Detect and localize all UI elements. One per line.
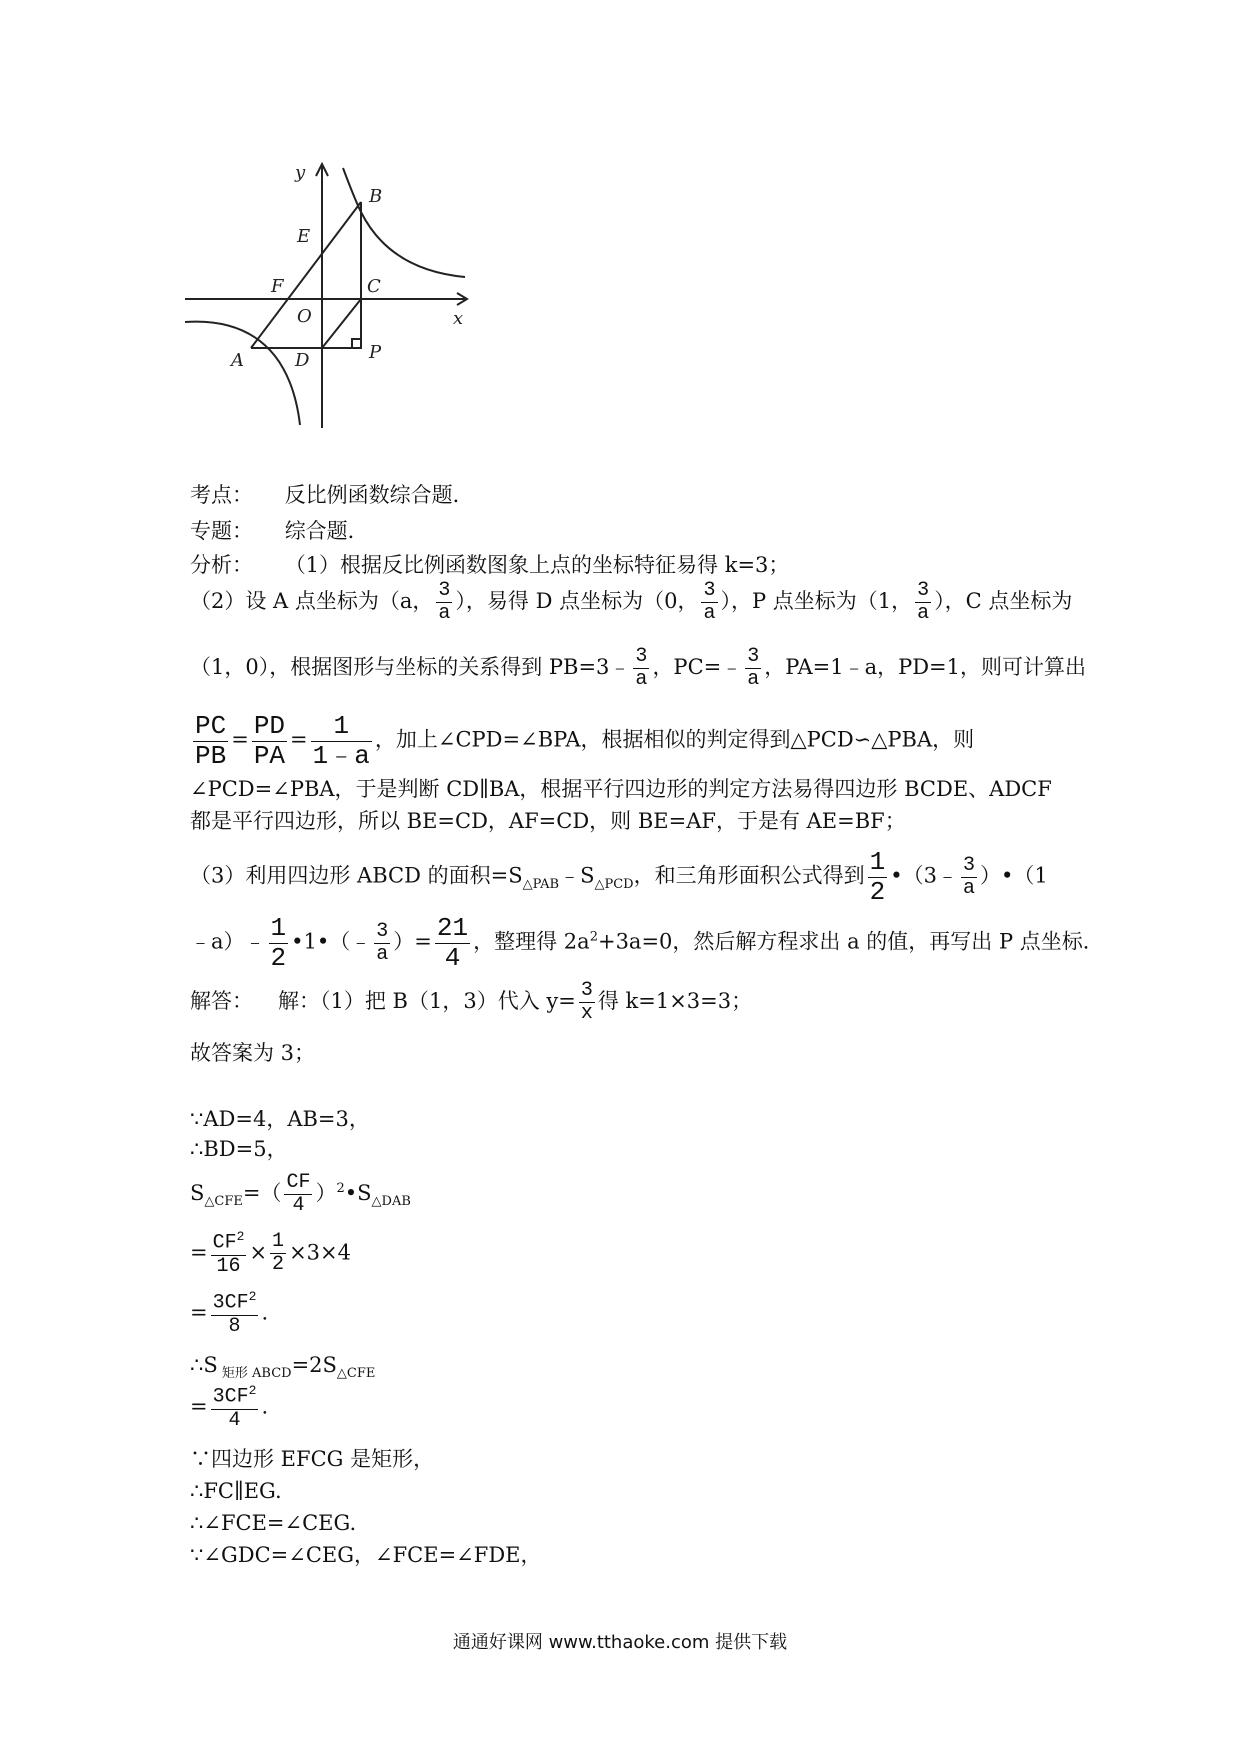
label-O: O <box>297 306 312 327</box>
label-D: D <box>295 350 310 371</box>
zhuanti-line <box>190 516 369 546</box>
zhuanti-text: 综合题． <box>284 519 369 543</box>
denominator: a <box>703 602 716 625</box>
subscript: 矩形 ABCD <box>217 1366 292 1382</box>
superscript: 2 <box>248 1289 257 1304</box>
jieda-s5 <box>190 1290 268 1338</box>
fenxi-line-7 <box>190 848 1048 906</box>
text: ×3×4 <box>289 1240 351 1265</box>
text: . <box>261 1300 269 1325</box>
text: ），易得 D 点坐标为（0， <box>455 589 699 613</box>
numerator: PC <box>195 711 227 741</box>
numerator: 3 <box>376 919 389 943</box>
text: = <box>190 1300 208 1325</box>
numerator: CF <box>286 1171 311 1194</box>
jieda-s11: ∵∠GDC=∠CEG，∠FCE=∠FDE， <box>190 1543 542 1567</box>
denominator: a <box>635 668 648 691</box>
text: ∴S <box>190 1353 218 1377</box>
text: = <box>290 727 308 752</box>
jieda-s2: ∴BD=5， <box>190 1137 288 1161</box>
numerator: 1 <box>272 1230 285 1254</box>
fraction-3-over-x <box>579 980 595 1025</box>
text: ，PA=1﹣a，PD=1，则可计算出 <box>764 655 1087 679</box>
subscript: △PCD <box>594 876 634 892</box>
label-B: B <box>369 186 383 207</box>
text: （1，0），根据图形与坐标的关系得到 PB=3﹣ <box>190 655 631 679</box>
denominator: x <box>580 1002 593 1025</box>
right-angle-marker <box>352 339 361 348</box>
fraction-1-over-1-minus-a <box>311 712 372 770</box>
text: ，PC=﹣ <box>652 655 743 679</box>
fraction-3-over-a <box>915 580 931 625</box>
hyperbola-lower <box>185 322 300 425</box>
jieda-label: 解答： <box>190 989 253 1013</box>
jieda-s1: ∵AD=4，AB=3， <box>190 1107 370 1131</box>
jieda-answer: 故答案为 3； <box>190 1041 316 1065</box>
text: 解：（1）把 B（1，3）代入 y= <box>278 989 576 1013</box>
text: 3CF <box>212 1291 249 1315</box>
fenxi-line-8 <box>190 914 1104 972</box>
subscript: △PAB <box>522 876 560 892</box>
fenxi-line-3 <box>190 646 1086 691</box>
numerator <box>211 1230 247 1256</box>
fraction-3-over-a <box>701 580 717 625</box>
text: ，加上∠CPD=∠BPA，根据相似的判定得到△PCD∽△PBA，则 <box>374 727 975 752</box>
text: •S <box>344 1181 372 1205</box>
superscript: 2 <box>336 1181 345 1196</box>
label-A: A <box>231 350 244 371</box>
label-E: E <box>297 226 311 247</box>
fraction-3CF2-over-8 <box>211 1290 259 1338</box>
jieda-s3 <box>190 1172 411 1217</box>
fenxi-line-6: 都是平行四边形，所以 BE=CD，AF=CD，则 BE=AF，于是有 AE=BF； <box>190 809 906 833</box>
numerator: PD <box>253 711 286 741</box>
fraction-CF-over-4 <box>284 1172 312 1217</box>
text: +3a=0，然后解方程求出 a 的值，再写出 P 点坐标． <box>597 929 1104 954</box>
denominator: 4 <box>228 1408 241 1432</box>
jieda-s8: ∵四边形 EFCG 是矩形， <box>190 1447 435 1471</box>
text: •（3﹣ <box>890 863 958 888</box>
fraction-3-over-a <box>745 646 761 691</box>
text: （2）设 A 点坐标为（a， <box>190 589 434 613</box>
kaodian-text: 反比例函数综合题． <box>284 483 474 507</box>
jieda-s10: ∴∠FCE=∠CEG. <box>190 1511 357 1535</box>
denominator: a <box>917 602 930 625</box>
denominator: 8 <box>228 1314 241 1338</box>
fenxi-p1: （1）根据反比例函数图象上点的坐标特征易得 k=3； <box>284 553 790 577</box>
numerator: 1 <box>869 847 886 877</box>
text: S <box>190 1181 205 1205</box>
text: ），P 点坐标为（1， <box>720 589 913 613</box>
numerator: 3 <box>580 979 593 1002</box>
text: ﹣a）﹣ <box>190 929 266 954</box>
text: （3）利用四边形 ABCD 的面积=S <box>190 863 523 888</box>
text: . <box>261 1394 269 1419</box>
fenxi-line-1 <box>190 550 789 580</box>
text: •1•（﹣ <box>291 929 372 954</box>
fraction-CF2-over-16 <box>211 1230 247 1278</box>
denominator: a <box>962 876 975 900</box>
numerator: 1 <box>311 712 372 742</box>
fraction-1-over-2 <box>868 848 888 906</box>
denominator: 4 <box>444 942 461 973</box>
text: ），C 点坐标为 <box>934 589 1073 613</box>
numerator: 3 <box>438 579 451 602</box>
text: × <box>249 1240 268 1265</box>
fenxi-label: 分析： <box>190 553 253 577</box>
numerator <box>211 1290 259 1316</box>
text: ，整理得 2a <box>473 929 590 954</box>
numerator: 3 <box>635 645 648 668</box>
numerator: 3 <box>962 853 975 877</box>
footer-credit: 通通好课网 www.tthaoke.com 提供下载 <box>452 1632 788 1653</box>
fraction-3CF2-over-4 <box>211 1384 259 1432</box>
label-C: C <box>367 276 381 297</box>
text: ） <box>315 1181 337 1205</box>
label-y: y <box>295 162 306 183</box>
subscript: △CFE <box>204 1194 243 1210</box>
fraction-PD-PA <box>252 712 287 770</box>
text: 3CF <box>212 1385 249 1409</box>
jieda-s9: ∴FC∥EG. <box>190 1479 282 1503</box>
fraction-PC-PB <box>193 712 228 770</box>
fraction-1-over-2 <box>270 1231 286 1276</box>
denominator: 2 <box>869 876 886 907</box>
text: = <box>231 727 249 752</box>
text: = <box>190 1240 208 1265</box>
text: = <box>190 1394 208 1419</box>
numerator <box>211 1384 259 1410</box>
numerator: 3 <box>747 645 760 668</box>
denominator: a <box>747 668 760 691</box>
fraction-3-over-a <box>633 646 649 691</box>
geometry-figure <box>185 160 475 430</box>
denominator: 2 <box>270 942 287 973</box>
fraction-3-over-a <box>961 855 977 900</box>
label-P: P <box>369 342 382 363</box>
text: ，和三角形面积公式得到 <box>633 863 865 888</box>
numerator: 1 <box>270 913 287 943</box>
superscript: 2 <box>236 1229 245 1244</box>
numerator: 3 <box>917 579 930 602</box>
denominator: PB <box>195 740 227 771</box>
denominator: 2 <box>272 1253 285 1277</box>
denominator: a <box>376 942 389 966</box>
jieda-s4 <box>190 1230 351 1278</box>
label-x: x <box>453 308 464 329</box>
denominator: 16 <box>216 1254 241 1278</box>
superscript: 2 <box>589 929 598 945</box>
fenxi-line-4 <box>190 712 974 770</box>
text: ）= <box>393 929 432 954</box>
jieda-line-1 <box>190 980 752 1025</box>
numerator: 21 <box>436 913 469 943</box>
jieda-s7 <box>190 1384 268 1432</box>
fraction-1-over-2 <box>269 914 289 972</box>
numerator: 3 <box>703 579 716 602</box>
text: =（ <box>242 1181 282 1205</box>
superscript: 2 <box>248 1383 257 1398</box>
text: ）•（1 <box>979 863 1048 888</box>
fraction-21-over-4 <box>435 914 470 972</box>
kaodian-label: 考点： <box>190 483 253 507</box>
subscript: △DAB <box>371 1194 411 1210</box>
denominator: 4 <box>292 1194 305 1217</box>
subscript: △CFE <box>336 1366 376 1382</box>
fenxi-line-2 <box>190 580 1072 625</box>
denominator: 1﹣a <box>312 740 370 771</box>
text: 得 k=1×3=3； <box>597 989 753 1013</box>
fraction-3-over-a <box>374 921 390 966</box>
text: =2S <box>291 1353 337 1377</box>
denominator: PA <box>253 740 286 771</box>
text: ﹣S <box>559 863 595 888</box>
kaodian-line <box>190 480 474 510</box>
fenxi-line-5: ∠PCD=∠PBA，于是判断 CD∥BA，根据平行四边形的判定方法易得四边形 BCDE、ADCF <box>190 777 1052 801</box>
label-F: F <box>271 276 284 297</box>
denominator: a <box>438 602 451 625</box>
fraction-3-over-a <box>436 580 452 625</box>
segment-CD <box>322 299 361 348</box>
text: CF <box>212 1231 237 1255</box>
zhuanti-label: 专题： <box>190 519 253 543</box>
